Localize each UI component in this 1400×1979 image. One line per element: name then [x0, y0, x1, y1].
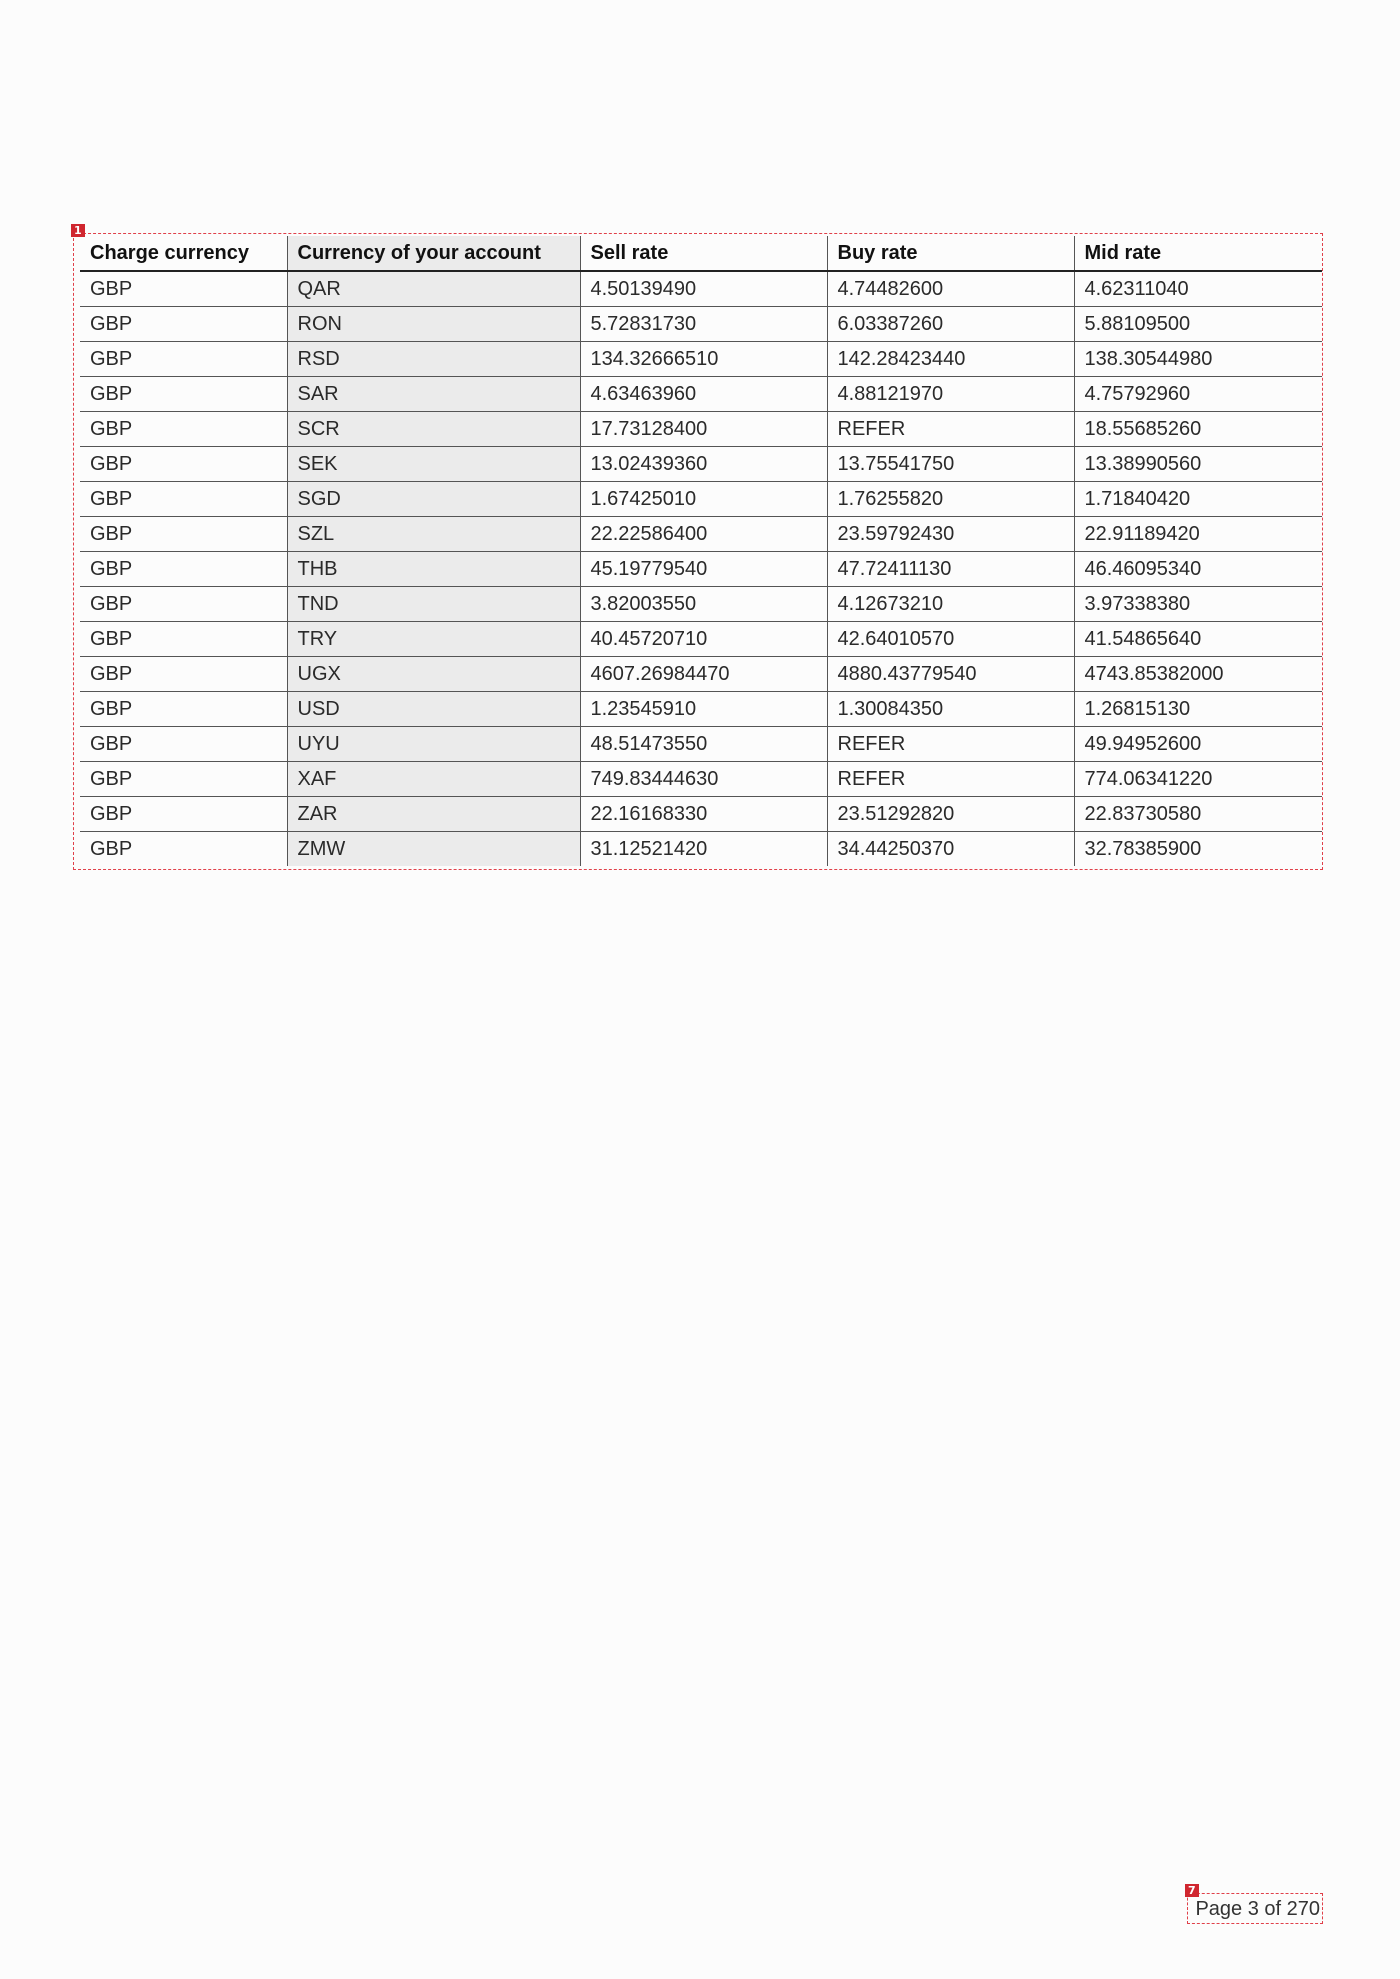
cell-sell-rate: 1.67425010 [580, 482, 827, 517]
cell-charge-currency: GBP [80, 307, 287, 342]
cell-sell-rate: 17.73128400 [580, 412, 827, 447]
table-row [80, 552, 1322, 587]
exchange-rate-table [80, 236, 1322, 866]
cell-sell-rate: 40.45720710 [580, 622, 827, 657]
cell-charge-currency: GBP [80, 377, 287, 412]
table-row [80, 832, 1322, 867]
cell-sell-rate: 48.51473550 [580, 727, 827, 762]
cell-mid-rate: 5.88109500 [1074, 307, 1322, 342]
header-account-currency: Currency of your account [287, 236, 580, 271]
cell-buy-rate: 4880.43779540 [827, 657, 1074, 692]
cell-sell-rate: 3.82003550 [580, 587, 827, 622]
cell-buy-rate: 1.76255820 [827, 482, 1074, 517]
cell-charge-currency: GBP [80, 482, 287, 517]
table-row [80, 657, 1322, 692]
cell-account-currency: UGX [287, 657, 580, 692]
page-footer-region [1187, 1884, 1323, 1924]
header-sell-rate: Sell rate [580, 236, 827, 271]
cell-buy-rate: 23.51292820 [827, 797, 1074, 832]
cell-sell-rate: 13.02439360 [580, 447, 827, 482]
cell-charge-currency: GBP [80, 587, 287, 622]
cell-account-currency: RSD [287, 342, 580, 377]
cell-sell-rate: 5.72831730 [580, 307, 827, 342]
table-row [80, 692, 1322, 727]
cell-charge-currency: GBP [90, 837, 133, 860]
cell-mid-rate: 4.75792960 [1074, 377, 1322, 412]
cell-sell-rate: 45.19779540 [580, 552, 827, 587]
cell-account-currency: TRY [287, 622, 580, 657]
cell-mid-rate: 4743.85382000 [1074, 657, 1322, 692]
table-row [80, 271, 1322, 307]
cell-charge-currency: GBP [80, 797, 287, 832]
cell-buy-rate: 13.75541750 [827, 447, 1074, 482]
cell-mid-rate: 49.94952600 [1074, 727, 1322, 762]
region-tag: 7 [1185, 1884, 1199, 1897]
cell-sell-rate: 4.63463960 [580, 377, 827, 412]
table-row [80, 797, 1322, 832]
cell-mid-rate: 4.62311040 [1074, 271, 1322, 307]
cell-buy-rate: 1.30084350 [827, 692, 1074, 727]
table-row [80, 622, 1322, 657]
cell-sell-rate: 134.32666510 [580, 342, 827, 377]
table-row [80, 727, 1322, 762]
table-row [80, 482, 1322, 517]
cell-account-currency: SAR [287, 377, 580, 412]
cell-mid-rate: 22.83730580 [1074, 797, 1322, 832]
cell-mid-rate: 22.91189420 [1074, 517, 1322, 552]
cell-account-currency: USD [287, 692, 580, 727]
cell-buy-rate: 4.74482600 [827, 271, 1074, 307]
cell-account-currency: ZMW [287, 832, 580, 867]
cell-sell-rate: 22.16168330 [580, 797, 827, 832]
table-row [80, 342, 1322, 377]
cell-account-currency: SGD [287, 482, 580, 517]
cell-sell-rate: 749.83444630 [580, 762, 827, 797]
header-buy-rate: Buy rate [827, 236, 1074, 271]
cell-charge-currency: GBP [80, 517, 287, 552]
table-row [80, 377, 1322, 412]
cell-sell-rate: 4.50139490 [580, 271, 827, 307]
cell-mid-rate: 774.06341220 [1074, 762, 1322, 797]
cell-account-currency: SCR [287, 412, 580, 447]
cell-mid-rate: 3.97338380 [1074, 587, 1322, 622]
cell-sell-rate: 31.12521420 [580, 832, 827, 867]
cell-sell-rate: 1.23545910 [580, 692, 827, 727]
cell-mid-rate: 32.78385900 [1074, 832, 1322, 867]
cell-charge-currency: GBP [80, 727, 287, 762]
cell-buy-rate: REFER [827, 412, 1074, 447]
page-number: Page 3 of 270 [1195, 1898, 1320, 1920]
table-row [80, 587, 1322, 622]
cell-charge-currency: GBP [80, 447, 287, 482]
cell-charge-currency: GBP [80, 657, 287, 692]
cell-sell-rate: 22.22586400 [580, 517, 827, 552]
header-charge-currency: Charge currency [80, 236, 287, 271]
table-row [80, 517, 1322, 552]
cell-buy-rate: 23.59792430 [827, 517, 1074, 552]
cell-account-currency: XAF [287, 762, 580, 797]
cell-buy-rate: 34.44250370 [827, 832, 1074, 867]
cell-mid-rate: 18.55685260 [1074, 412, 1322, 447]
cell-buy-rate: 4.88121970 [827, 377, 1074, 412]
cell-buy-rate: 142.28423440 [827, 342, 1074, 377]
cell-mid-rate: 1.71840420 [1074, 482, 1322, 517]
cell-charge-currency: GBP [80, 762, 287, 797]
table-row [80, 762, 1322, 797]
cell-mid-rate: 41.54865640 [1074, 622, 1322, 657]
cell-account-currency: QAR [287, 271, 580, 307]
cell-sell-rate: 4607.26984470 [580, 657, 827, 692]
cell-mid-rate: 46.46095340 [1074, 552, 1322, 587]
cell-account-currency: SZL [287, 517, 580, 552]
cell-mid-rate: 13.38990560 [1074, 447, 1322, 482]
header-mid-rate: Mid rate [1074, 236, 1322, 271]
cell-buy-rate: 47.72411130 [827, 552, 1074, 587]
table-row [80, 447, 1322, 482]
cell-charge-currency: GBP [80, 342, 287, 377]
cell-account-currency: ZAR [287, 797, 580, 832]
cell-buy-rate: REFER [827, 762, 1074, 797]
cell-charge-currency: GBP [80, 271, 287, 307]
table-row [80, 412, 1322, 447]
cell-buy-rate: 6.03387260 [827, 307, 1074, 342]
cell-charge-currency: GBP [80, 622, 287, 657]
cell-account-currency: RON [287, 307, 580, 342]
cell-charge-currency: GBP [80, 692, 287, 727]
region-tag: 1 [71, 224, 85, 237]
cell-buy-rate: REFER [827, 727, 1074, 762]
cell-charge-currency: GBP [80, 412, 287, 447]
table-header-row [80, 236, 1322, 271]
cell-charge-currency: GBP [80, 552, 287, 587]
exchange-rate-table-region [73, 224, 1323, 870]
cell-account-currency: SEK [287, 447, 580, 482]
cell-buy-rate: 42.64010570 [827, 622, 1074, 657]
table-row [80, 307, 1322, 342]
cell-account-currency: TND [287, 587, 580, 622]
cell-mid-rate: 138.30544980 [1074, 342, 1322, 377]
cell-account-currency: THB [287, 552, 580, 587]
cell-mid-rate: 1.26815130 [1074, 692, 1322, 727]
cell-buy-rate: 4.12673210 [827, 587, 1074, 622]
cell-account-currency: UYU [287, 727, 580, 762]
